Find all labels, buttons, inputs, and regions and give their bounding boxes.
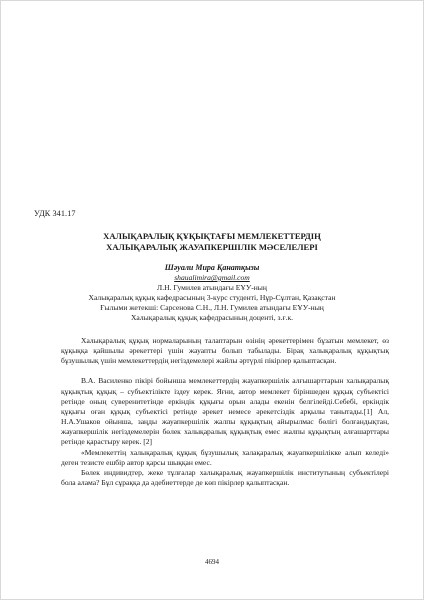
- affiliation-line: Л.Н. Гумилев атындағы ЕҰУ-ның: [157, 283, 267, 292]
- paragraph: В.А. Василенко пікірі бойынша мемлекеттердің жауапкершілік алғышарттарын халықаралық құқықтық құқық – субъектілікте іздеу керек. Яғни, автор мемлекет біріншеден құқық субъектісі ретінде оның суверенитетінде еркіндік құқығы орын алады екенін белгілейді.Себебі, еркіндік құқығы оған құқық субъектісі ретінде әрекет немесе әрекетсіздік арқылы танытады.[1] Ал, Н.А.Ушаков ойынша, заңды жауапкершілік жалпы құқықтың айырылмас бөлігі болғандықтан, жауапкершілік негіздемелерін бөлек халықаралық құқықтық емес жалпы құқықтың алғашарттары ретінде қарастыру керек. [2]: [61, 376, 389, 447]
- title-line: ХАЛЫҚАРАЛЫҚ ЖАУАПКЕРШІЛІК МӘСЕЛЕЛЕРІ: [106, 241, 318, 252]
- paragraph: Халықаралық құқық нормаларының талаптарын өзінің әрекеттерімен бұзатын мемлекет, өз құқыққа қайшылы әрекеттері үшін жауапты болып табылады. Бірақ халықаралық құқықтық бұзушылық үшін мемлекеттердің негіздемелері жайлы әртүрлі пікірлер қалыптасқан.: [61, 336, 389, 366]
- paragraph: «Мемлекеттің халықаралық құқық бұзушылық халақаралық жауапкершілікке алып келеді» деген тезисте ешбір автор қарсы шыққан емес.: [61, 447, 389, 467]
- affiliation-line: Халықаралық құқық кафедрасының доценті, з.ғ.к.: [130, 313, 294, 322]
- body-text: [61, 336, 389, 488]
- author-name: Шәуали Мира Қанатқызы: [164, 263, 260, 272]
- paper-title: [1, 231, 423, 252]
- author-email[interactable]: shaualimira@gmail.com: [174, 273, 250, 282]
- author-block: [1, 263, 423, 323]
- udk-code: УДК 341.17: [34, 209, 76, 218]
- page-number: 4694: [205, 558, 219, 566]
- title-line: ХАЛЫҚАРАЛЫҚ ҚҰҚЫҚТАҒЫ МЕМЛЕКЕТТЕРДІҢ: [103, 231, 321, 241]
- affiliation-line: Халықаралық құқық кафедрасының 3-курс студенті, Нұр-Сұлтан, Қазақстан: [88, 293, 336, 302]
- affiliation-line: Ғылыми жетекші: Сарсенова С.Н., Л.Н. Гумилев атындағы ЕҰУ-ның: [100, 303, 324, 312]
- paragraph: Бөлек индивидтер, жеке тұлғалар халықаралық жауапкершілік институтының субъектілері бола алама? Бұл сұраққа да әдебиеттерде де көп пікірлер қалыптасқан.: [61, 467, 389, 488]
